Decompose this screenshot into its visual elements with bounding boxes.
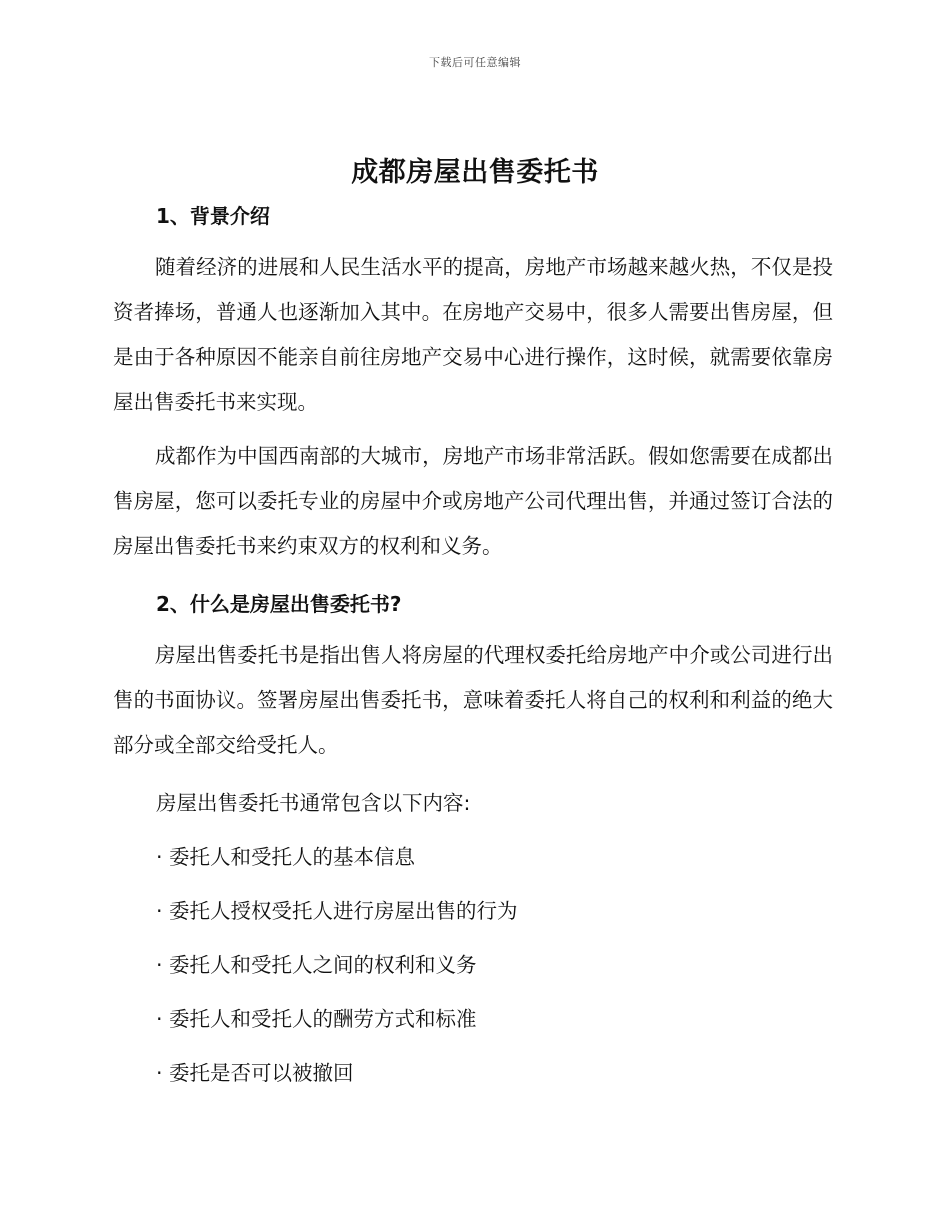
section-1-paragraph-2: 成都作为中国西南部的大城市，房地产市场非常活跃。假如您需要在成都出售房屋，您可以委托专业的房屋中介或房地产公司代理出售，并通过签订合法的房屋出售委托书来约束双方的权利和义务。 [113, 444, 833, 558]
section-2-heading: 2、什么是房屋出售委托书? [156, 592, 402, 616]
list-intro: 房屋出售委托书通常包含以下内容: [156, 791, 471, 815]
header-note: 下载后可任意编辑 [429, 56, 521, 69]
list-item: · 委托人授权受托人进行房屋出售的行为 [156, 899, 518, 923]
section-1-paragraph-1: 随着经济的进展和人民生活水平的提高，房地产市场越来越火热，不仅是投资者捧场，普通人也逐渐加入其中。在房地产交易中，很多人需要出售房屋，但是由于各种原因不能亲自前往房地产交易中心进行操作，这时候，就需要依靠房屋出售委托书来实现。 [113, 255, 833, 414]
section-2-paragraph: 房屋出售委托书是指出售人将房屋的代理权委托给房地产中介或公司进行出售的书面协议。签署房屋出售委托书，意味着委托人将自己的权利和利益的绝大部分或全部交给受托人。 [113, 643, 833, 757]
list-item: · 委托人和受托人的酬劳方式和标准 [156, 1007, 477, 1031]
document-title: 成都房屋出售委托书 [351, 157, 599, 188]
list-item: · 委托是否可以被撤回 [156, 1061, 354, 1085]
list-item: · 委托人和受托人之间的权利和义务 [156, 953, 477, 977]
list-item: · 委托人和受托人的基本信息 [156, 845, 416, 869]
section-1-heading: 1、背景介绍 [156, 204, 270, 228]
